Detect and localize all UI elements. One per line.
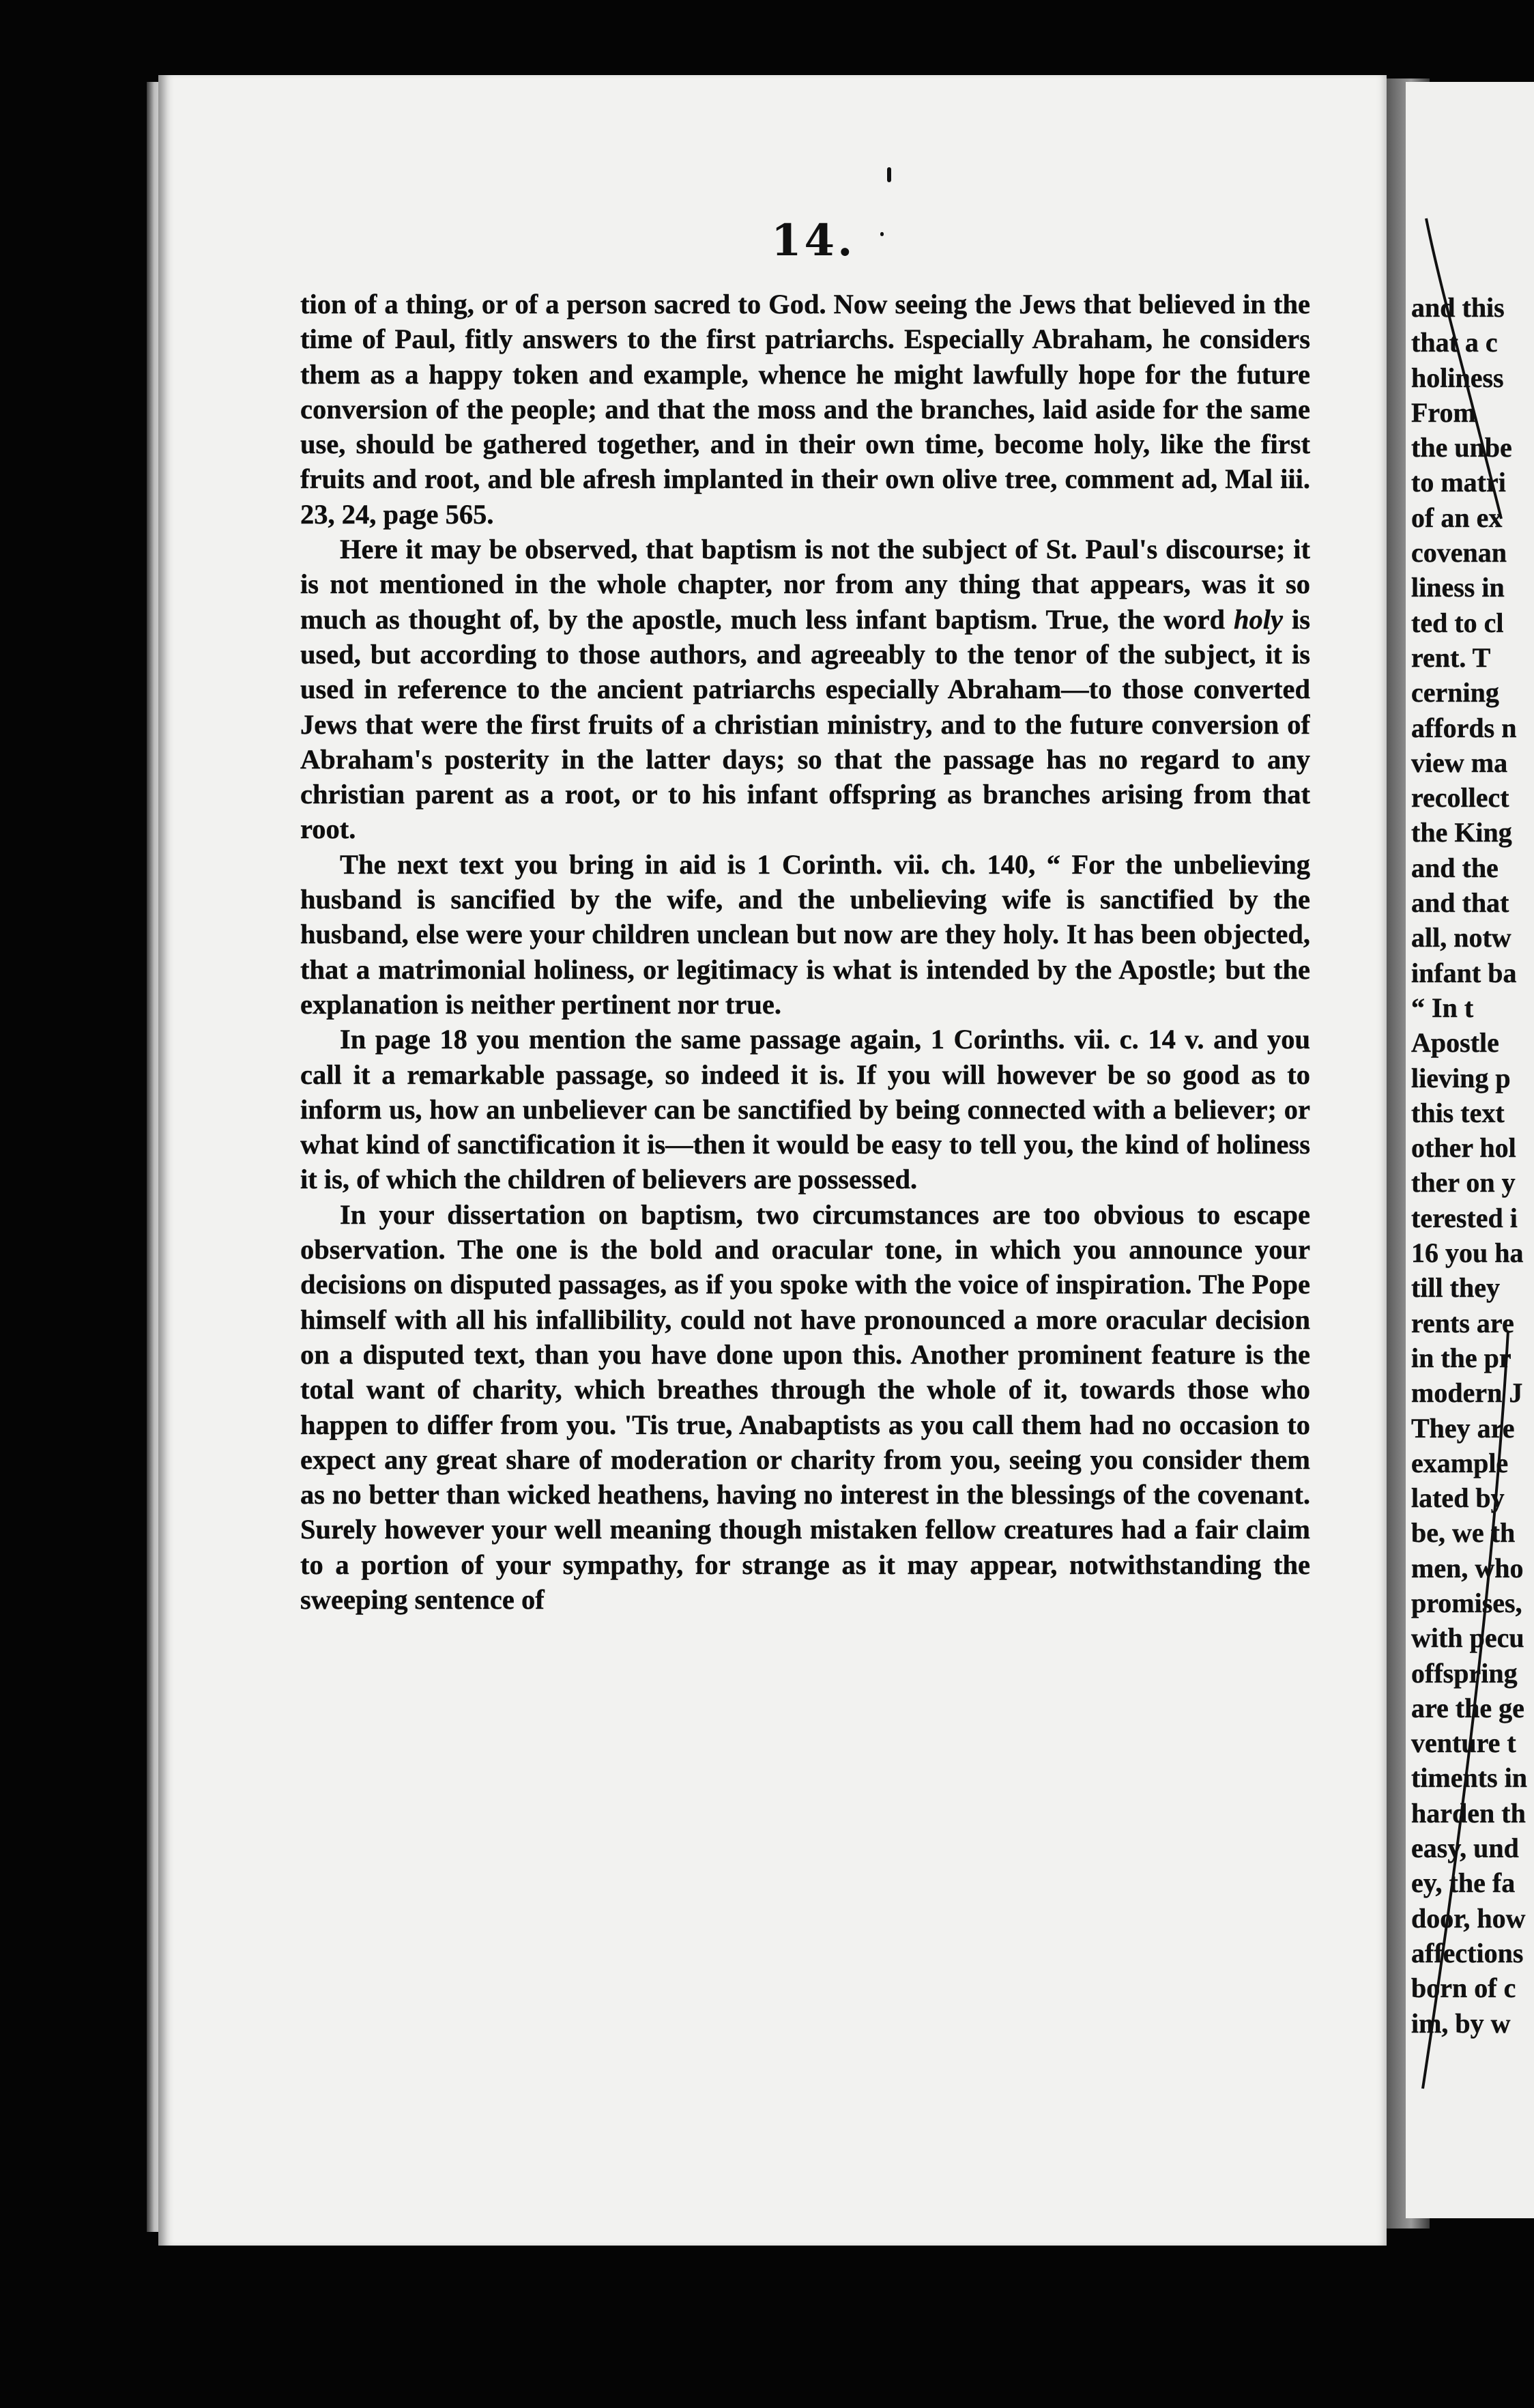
adjacent-page-line: born of c	[1411, 1973, 1516, 2004]
paragraph-text: Here it may be observed, that baptism is not the subject of St. Paul's discourse; it is not mentioned in the whole chapter, nor from any thing that appears, was it so much as thought of, by the apostle, much less infant baptism. True, the word	[300, 534, 1310, 635]
adjacent-page-line: easy, und	[1411, 1833, 1519, 1864]
adjacent-page-line: recollect	[1411, 782, 1509, 814]
adjacent-page-line: “ In t	[1411, 992, 1474, 1023]
adjacent-page-line: in the pr	[1411, 1342, 1511, 1373]
adjacent-page-line: and the	[1411, 852, 1499, 883]
adjacent-page-line: modern J	[1411, 1377, 1523, 1409]
adjacent-page-line: affords n	[1411, 712, 1517, 743]
italic-word: holy	[1234, 603, 1284, 635]
adjacent-page-line: infant ba	[1411, 957, 1517, 988]
adjacent-page-line: the unbe	[1411, 432, 1512, 463]
adjacent-page-line: holiness	[1411, 362, 1504, 393]
adjacent-page-line: this text	[1411, 1097, 1505, 1128]
adjacent-page-text	[1411, 290, 1534, 2041]
adjacent-page-line: that a c	[1411, 327, 1498, 358]
adjacent-page-line: timents in	[1411, 1762, 1527, 1794]
adjacent-page-line: of an ex	[1411, 502, 1503, 533]
adjacent-page-line: be, we th	[1411, 1517, 1516, 1549]
ink-speck	[880, 232, 884, 236]
adjacent-page-line: They are	[1411, 1412, 1515, 1444]
adjacent-page-line: to matri	[1411, 467, 1506, 498]
adjacent-page-line: terested i	[1411, 1202, 1518, 1233]
adjacent-page-line: the King	[1411, 817, 1512, 848]
adjacent-page-line: men, who	[1411, 1552, 1524, 1583]
adjacent-page-line: other hol	[1411, 1132, 1516, 1164]
paragraph-text: The next text you bring in aid is 1 Corinth. vii. ch. 140, “ For the unbelieving husband is sancified by the wife, and the unbelieving wife is sanctified by the husband, else were your children unclean but now are they holy. It has been objected, that a matrimonial holiness, or legitimacy is what is intended by the Apostle; but the explanation is neither pertinent nor true.	[300, 848, 1310, 1020]
adjacent-page-line: ther on y	[1411, 1167, 1516, 1199]
adjacent-page-line: and that	[1411, 887, 1509, 919]
adjacent-page-line: lated by	[1411, 1482, 1505, 1514]
adjacent-page-line: ey, the fa	[1411, 1867, 1516, 1899]
adjacent-page-line: with pecu	[1411, 1622, 1524, 1654]
adjacent-page-line: ted to cl	[1411, 607, 1504, 638]
adjacent-page-line: rents are	[1411, 1307, 1514, 1338]
adjacent-page-line: rent. T	[1411, 642, 1491, 673]
adjacent-page-line: are the ge	[1411, 1692, 1524, 1723]
paragraph	[300, 1197, 1310, 1618]
adjacent-page-line: Apostle	[1411, 1027, 1499, 1059]
adjacent-page-line: example	[1411, 1447, 1509, 1478]
body-text	[300, 287, 1310, 2013]
adjacent-page-line: all, notw	[1411, 922, 1511, 954]
paragraph	[300, 287, 1310, 532]
paragraph	[300, 1022, 1310, 1196]
adjacent-page-line: 16 you ha	[1411, 1237, 1524, 1269]
adjacent-page-line: lieving p	[1411, 1062, 1511, 1093]
adjacent-page-line: offspring	[1411, 1657, 1518, 1689]
ink-speck	[887, 167, 891, 182]
adjacent-page-line: liness in	[1411, 572, 1505, 603]
adjacent-page-line: door, how	[1411, 1902, 1526, 1934]
paragraph-text: In your dissertation on baptism, two circumstances are too obvious to escape observation. The one is the bold and oracular tone, in which you announce your decisions on disputed passages, as if you spoke with the voice of inspiration. The Pope himself with all his infallibility, could not have pronounced a more oracular decision on a disputed text, than you have done upon this. Another prominent feature is the total want of charity, which breathes through the whole of it, towards those who happen to differ from you. 'Tis true, Anabaptists as you call them had no occasion to expect any great share of moderation or charity from you, seeing you consider them as no better than wicked heathens, having no interest in the blessings of the covenant. Surely however your well meaning though mistaken fellow creatures had a fair claim to a portion of your sympathy, for strange as it may appear, notwithstanding the sweeping sentence of	[300, 1199, 1310, 1615]
paragraph-text: tion of a thing, or of a person sacred to God. Now seeing the Jews that believed in the time of Paul, fitly answers to the first patriarchs. Especially Abraham, he considers them as a happy token and example, whence he might lawfully hope for the future conversion of the people; and that the moss and the branches, laid aside for the same use, should be gathered together, and in their own time, become holy, like the first fruits and root, and ble afresh implanted in their own olive tree, comment ad, Mal iii. 23, 24, page 565.	[300, 289, 1310, 530]
adjacent-page-line: affections	[1411, 1937, 1524, 1968]
adjacent-page-line: venture t	[1411, 1728, 1516, 1759]
adjacent-page-line: till they	[1411, 1272, 1500, 1304]
adjacent-page-line: im, by w	[1411, 2007, 1511, 2039]
adjacent-page-line: harden th	[1411, 1797, 1526, 1829]
adjacent-page-line: From	[1411, 397, 1476, 428]
paragraph	[300, 847, 1310, 1022]
adjacent-page-line: covenan	[1411, 537, 1507, 569]
adjacent-page	[1406, 82, 1534, 2218]
paragraph-text: is used, but according to those authors, and agreeably to the tenor of the subject, it is used in reference to the ancient patriarchs especially Abraham—to those converted Jews that were the first fruits of a christian ministry, and to the future conversion of Abraham's posterity in the latter days; so that the passage has no regard to any christian parent as a root, or to his infant offspring as branches arising from that root.	[300, 603, 1310, 845]
adjacent-page-line: promises,	[1411, 1587, 1522, 1618]
adjacent-page-line: and this	[1411, 292, 1505, 323]
paragraph-text: In page 18 you mention the same passage again, 1 Corinths. vii. c. 14 v. and you call it a remarkable passage, so indeed it is. If you will however be so good as to inform us, how an unbeliever can be sanctified by being connected with a believer; or what kind of sanctification it is—then it would be easy to tell you, the kind of holiness it is, of which the children of believers are possessed.	[300, 1024, 1310, 1195]
adjacent-page-line: view ma	[1411, 747, 1508, 778]
page-number: 14.	[771, 215, 856, 266]
paragraph	[300, 532, 1310, 847]
adjacent-page-line: cerning	[1411, 677, 1499, 708]
